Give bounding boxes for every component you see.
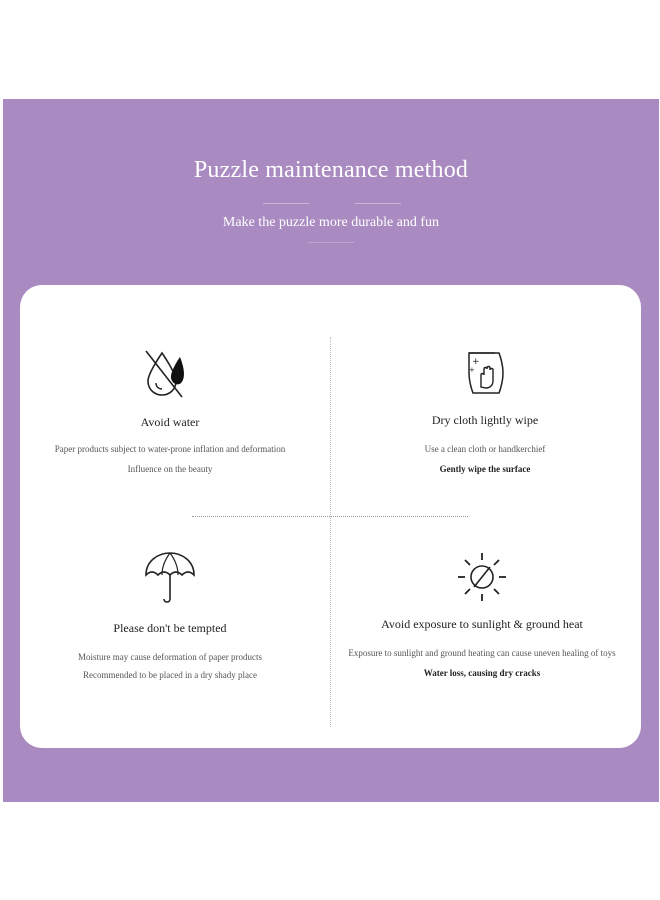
tip-dont-be-tempted [20, 547, 320, 680]
title-divider-left [263, 203, 309, 204]
no-sun-icon [452, 549, 512, 605]
tip-line-2: Water loss, causing dry cracks [423, 668, 541, 678]
wipe-hand-icon [455, 345, 515, 401]
purple-banner [3, 99, 659, 802]
tip-dry-cloth [330, 345, 640, 474]
svg-text:+: + [469, 366, 475, 374]
tip-line-1: Exposure to sunlight and ground heating can cause uneven healing of toys [348, 648, 616, 658]
no-water-icon [140, 345, 200, 401]
svg-text:+: + [472, 357, 480, 367]
tip-line-2: Influence on the beauty [127, 464, 213, 474]
tip-heading: Avoid exposure to sunlight & ground heat [381, 617, 583, 631]
tip-line-1: Use a clean cloth or handkerchief [424, 444, 546, 454]
tip-avoid-water [20, 345, 320, 474]
tip-heading: Avoid water [140, 415, 200, 429]
tip-avoid-sunlight [332, 549, 632, 678]
title-divider-right [355, 203, 401, 204]
tip-line-1: Moisture may cause deformation of paper products [78, 652, 262, 662]
tip-heading: Dry cloth lightly wipe [431, 413, 539, 427]
umbrella-icon [140, 547, 200, 607]
tip-line-1: Paper products subject to water-prone inflation and deformation [54, 444, 286, 454]
tip-heading: Please don't be tempted [113, 621, 227, 635]
page-subtitle: Make the puzzle more durable and fun [222, 215, 440, 230]
subtitle-divider [308, 242, 354, 243]
tip-line-2: Gently wipe the surface [439, 464, 531, 474]
tip-line-2: Recommended to be placed in a dry shady place [83, 670, 257, 680]
tips-card [20, 285, 641, 748]
horizontal-divider [192, 516, 468, 517]
page-title: Puzzle maintenance method [193, 157, 469, 183]
